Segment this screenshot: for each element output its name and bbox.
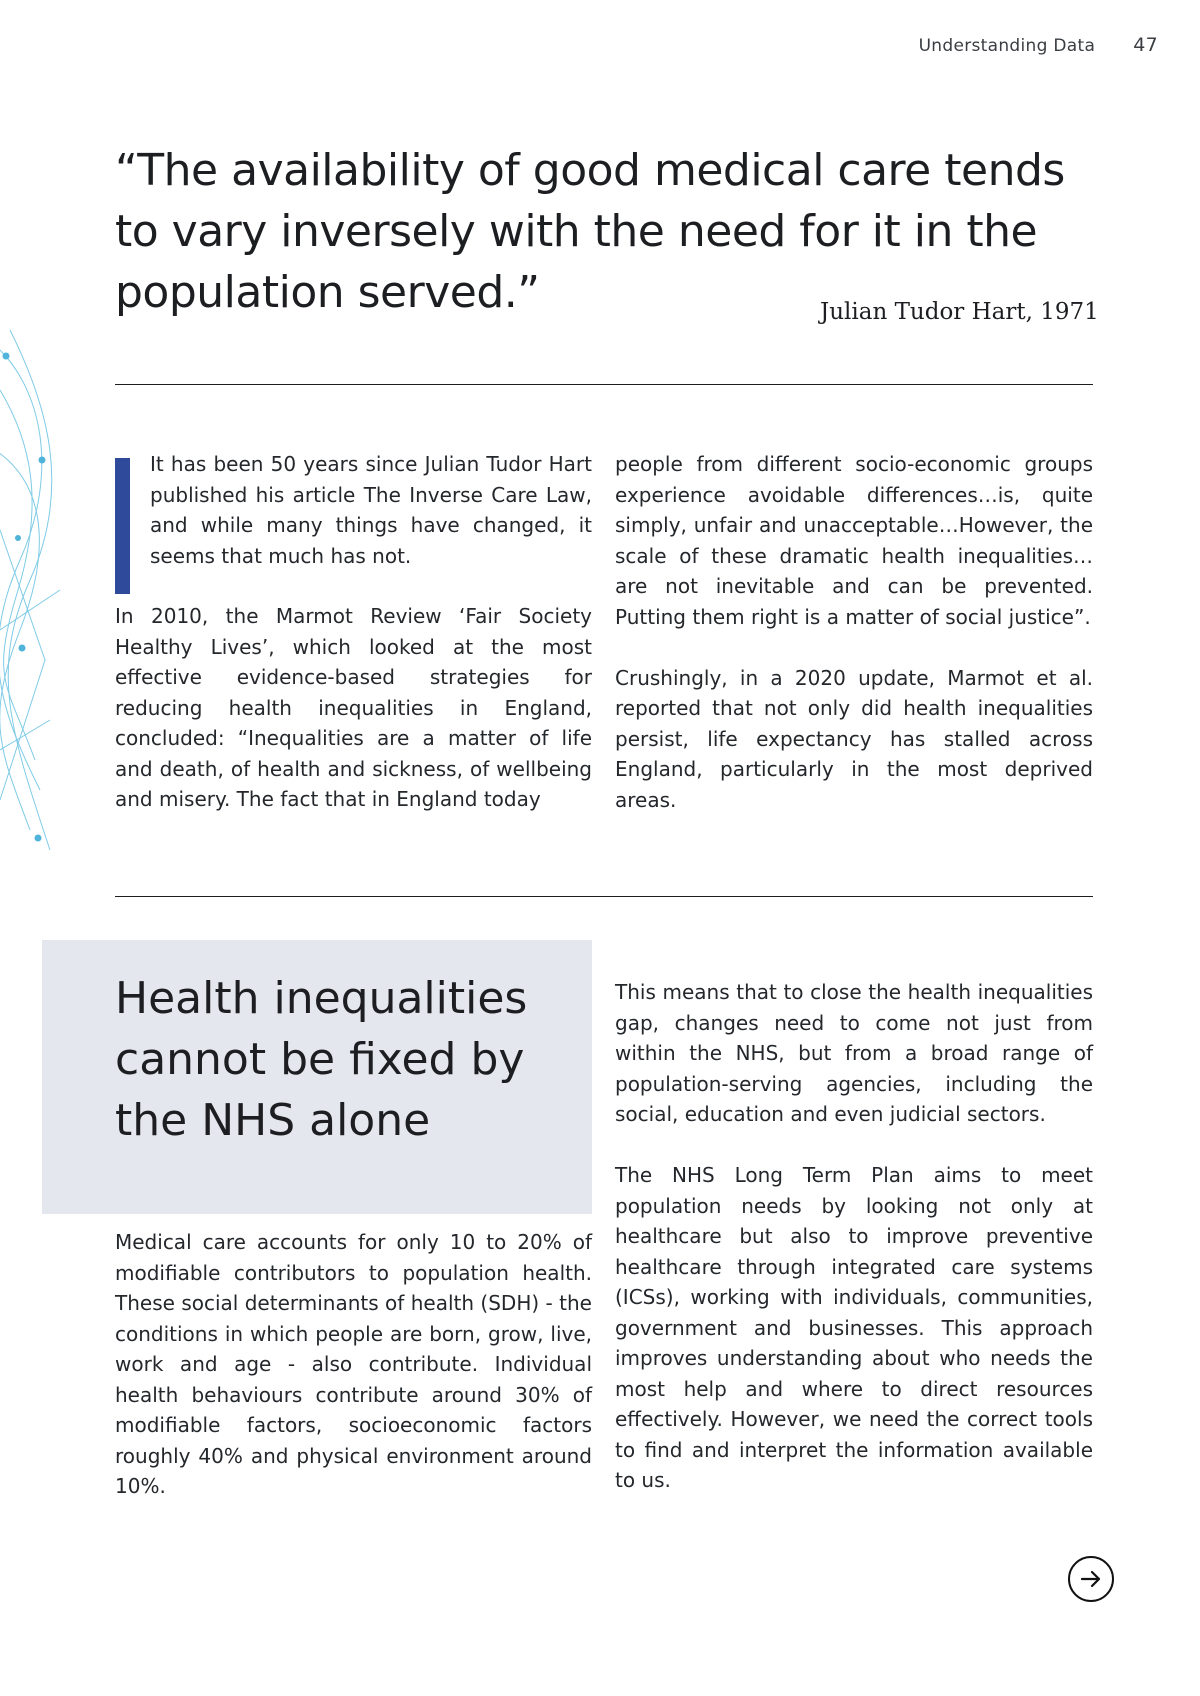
body-paragraph: This means that to close the health inequalities gap, changes need to come not just from within the NHS, but from a broad range of population-serving agencies, including the social, education and even judicial sectors. xyxy=(615,980,1093,1126)
page-number: 47 xyxy=(1133,34,1158,56)
drop-cap-accent xyxy=(115,458,130,594)
callout-heading: Health inequalities cannot be fixed by the NHS alone xyxy=(115,973,528,1146)
section2-left-column xyxy=(115,1227,592,1502)
divider xyxy=(115,896,1093,897)
intro-right-column xyxy=(615,449,1093,815)
body-paragraph: Crushingly, in a 2020 update, Marmot et al. reported that not only did health inequalities persist, life expectancy has stalled across England, particularly in the most deprived areas. xyxy=(615,665,1093,812)
pull-quote: “The availability of good medical care tends to vary inversely with the need for it in the population served.” xyxy=(115,145,1065,318)
lead-paragraph-column xyxy=(150,449,592,571)
intro-left-column xyxy=(115,601,592,815)
body-paragraph: The NHS Long Term Plan aims to meet population needs by looking not only at healthcare but also to improve preventive healthcare through integrated care systems (ICSs), working with individuals, communities, government and businesses. This approach improves understanding about who needs the most help and where to direct resources effectively. However, we need the correct tools to find and interpret the information available to us. xyxy=(615,1163,1093,1492)
body-paragraph: people from different socio-economic groups experience avoidable differences…is, quite simply, unfair and unacceptable…However, the scale of these dramatic health inequalities… are not inevitable and can be prevented. Putting them right is a matter of social justice”. xyxy=(615,452,1093,629)
body-paragraph: In 2010, the Marmot Review ‘Fair Society Healthy Lives’, which looked at the most effective evidence-based strategies for reducing health inequalities in England, concluded: “Inequalities are a matter of life and death, of health and sickness, of wellbeing and misery. The fact that in England today xyxy=(115,604,592,811)
page-header xyxy=(919,34,1158,56)
section2-right-column xyxy=(615,977,1093,1496)
divider xyxy=(115,384,1093,385)
body-paragraph: Medical care accounts for only 10 to 20% of modifiable contributors to population health. These social determinants of health (SDH) - the conditions in which people are born, grow, live, work and age - also contribute. Individual health behaviours contribute around 30% of modifiable factors, socioeconomic factors roughly 40% and physical environment around 10%. xyxy=(115,1230,592,1498)
network-lines-icon xyxy=(0,330,70,870)
section-title: Understanding Data xyxy=(918,36,1096,56)
quote-attribution: Julian Tudor Hart, 1971 xyxy=(820,299,1099,325)
arrow-right-circle-icon xyxy=(1078,1566,1104,1592)
lead-paragraph: It has been 50 years since Julian Tudor Hart published his article The Inverse Care Law, and while many things have changed, it seems that much has not. xyxy=(150,452,592,568)
next-page-button[interactable] xyxy=(1068,1556,1114,1602)
